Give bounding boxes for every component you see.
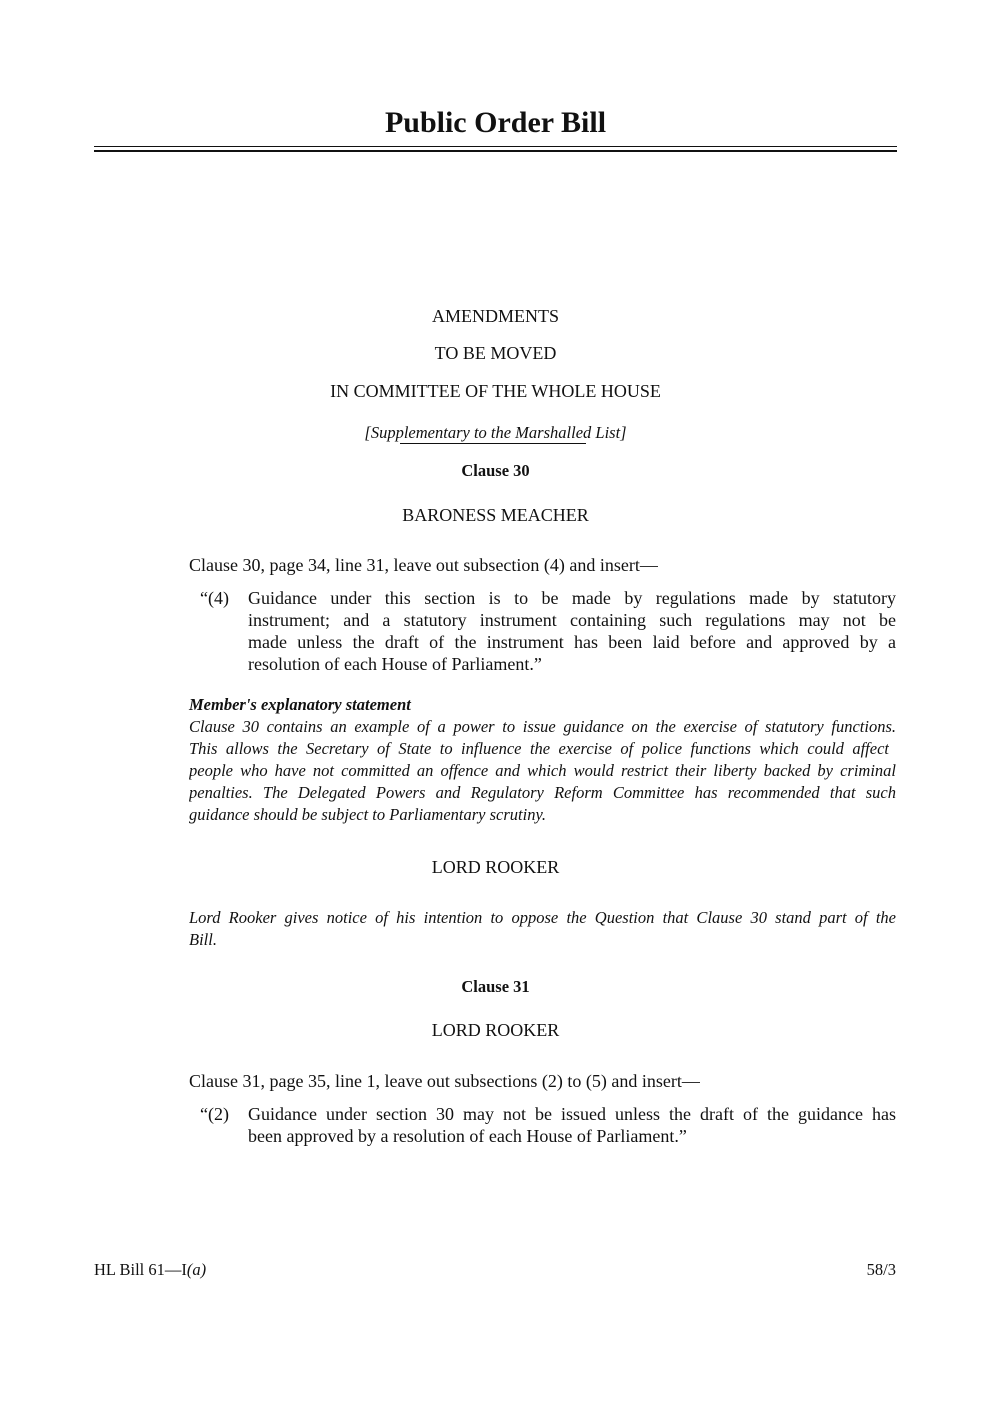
subsection-line: Guidance under section 30 may not be issued unless the draft of the guidance has (248, 1104, 896, 1124)
subsection-line: Guidance under this section is to be made by regulations made by statutory (248, 588, 896, 608)
subsection-label: “(4) (200, 588, 229, 608)
clause-31-heading: Clause 31 (461, 977, 530, 996)
amendment-intro: Clause 31, page 35, line 1, leave out subsections (2) to (5) and insert— (189, 1071, 700, 1091)
explanatory-line: guidance should be subject to Parliamentary scrutiny. (189, 805, 546, 824)
explanatory-statement-heading: Member's explanatory statement (189, 695, 411, 714)
bill-ref: HL Bill 61—I (94, 1260, 187, 1279)
heading-committee: IN COMMITTEE OF THE WHOLE HOUSE (330, 381, 661, 401)
member-baroness-meacher: BARONESS MEACHER (402, 505, 589, 525)
supplementary-rule (400, 443, 586, 444)
title-rule-thin (94, 146, 897, 147)
subsection-line: instrument; and a statutory instrument containing such regulations may not be (248, 610, 896, 630)
notice-line: Lord Rooker gives notice of his intention to oppose the Question that Clause 30 stand part of the (189, 908, 896, 927)
member-lord-rooker: LORD ROOKER (431, 857, 560, 877)
subsection-line: made unless the draft of the instrument has been laid before and approved by a (248, 632, 896, 652)
title-rule-thick (94, 150, 897, 152)
subsection-line: been approved by a resolution of each House of Parliament.” (248, 1126, 687, 1146)
amendment-intro: Clause 30, page 34, line 31, leave out subsection (4) and insert— (189, 555, 658, 575)
footer-page-ref: 58/3 (866, 1260, 896, 1279)
notice-line: Bill. (189, 930, 217, 949)
heading-to-be-moved: TO BE MOVED (434, 343, 557, 363)
explanatory-line: This allows the Secretary of State to influence the exercise of police functions which could affect (189, 739, 889, 758)
subsection-label: “(2) (200, 1104, 229, 1124)
document-title: Public Order Bill (384, 106, 607, 139)
explanatory-line: penalties. The Delegated Powers and Regulatory Reform Committee has recommended that such (189, 783, 896, 802)
clause-30-heading: Clause 30 (461, 461, 530, 480)
member-lord-rooker: LORD ROOKER (431, 1020, 560, 1040)
heading-amendments: AMENDMENTS (431, 306, 559, 326)
footer-bill-ref (94, 1259, 206, 1281)
subsection-line: resolution of each House of Parliament.” (248, 654, 542, 674)
supplementary-note: [Supplementary to the Marshalled List] (364, 423, 627, 442)
bill-ref-suffix: (a) (186, 1260, 207, 1279)
explanatory-line: people who have not committed an offence and which would restrict their liberty backed by criminal (189, 761, 896, 780)
explanatory-line: Clause 30 contains an example of a power to issue guidance on the exercise of statutory functions. (189, 717, 896, 736)
